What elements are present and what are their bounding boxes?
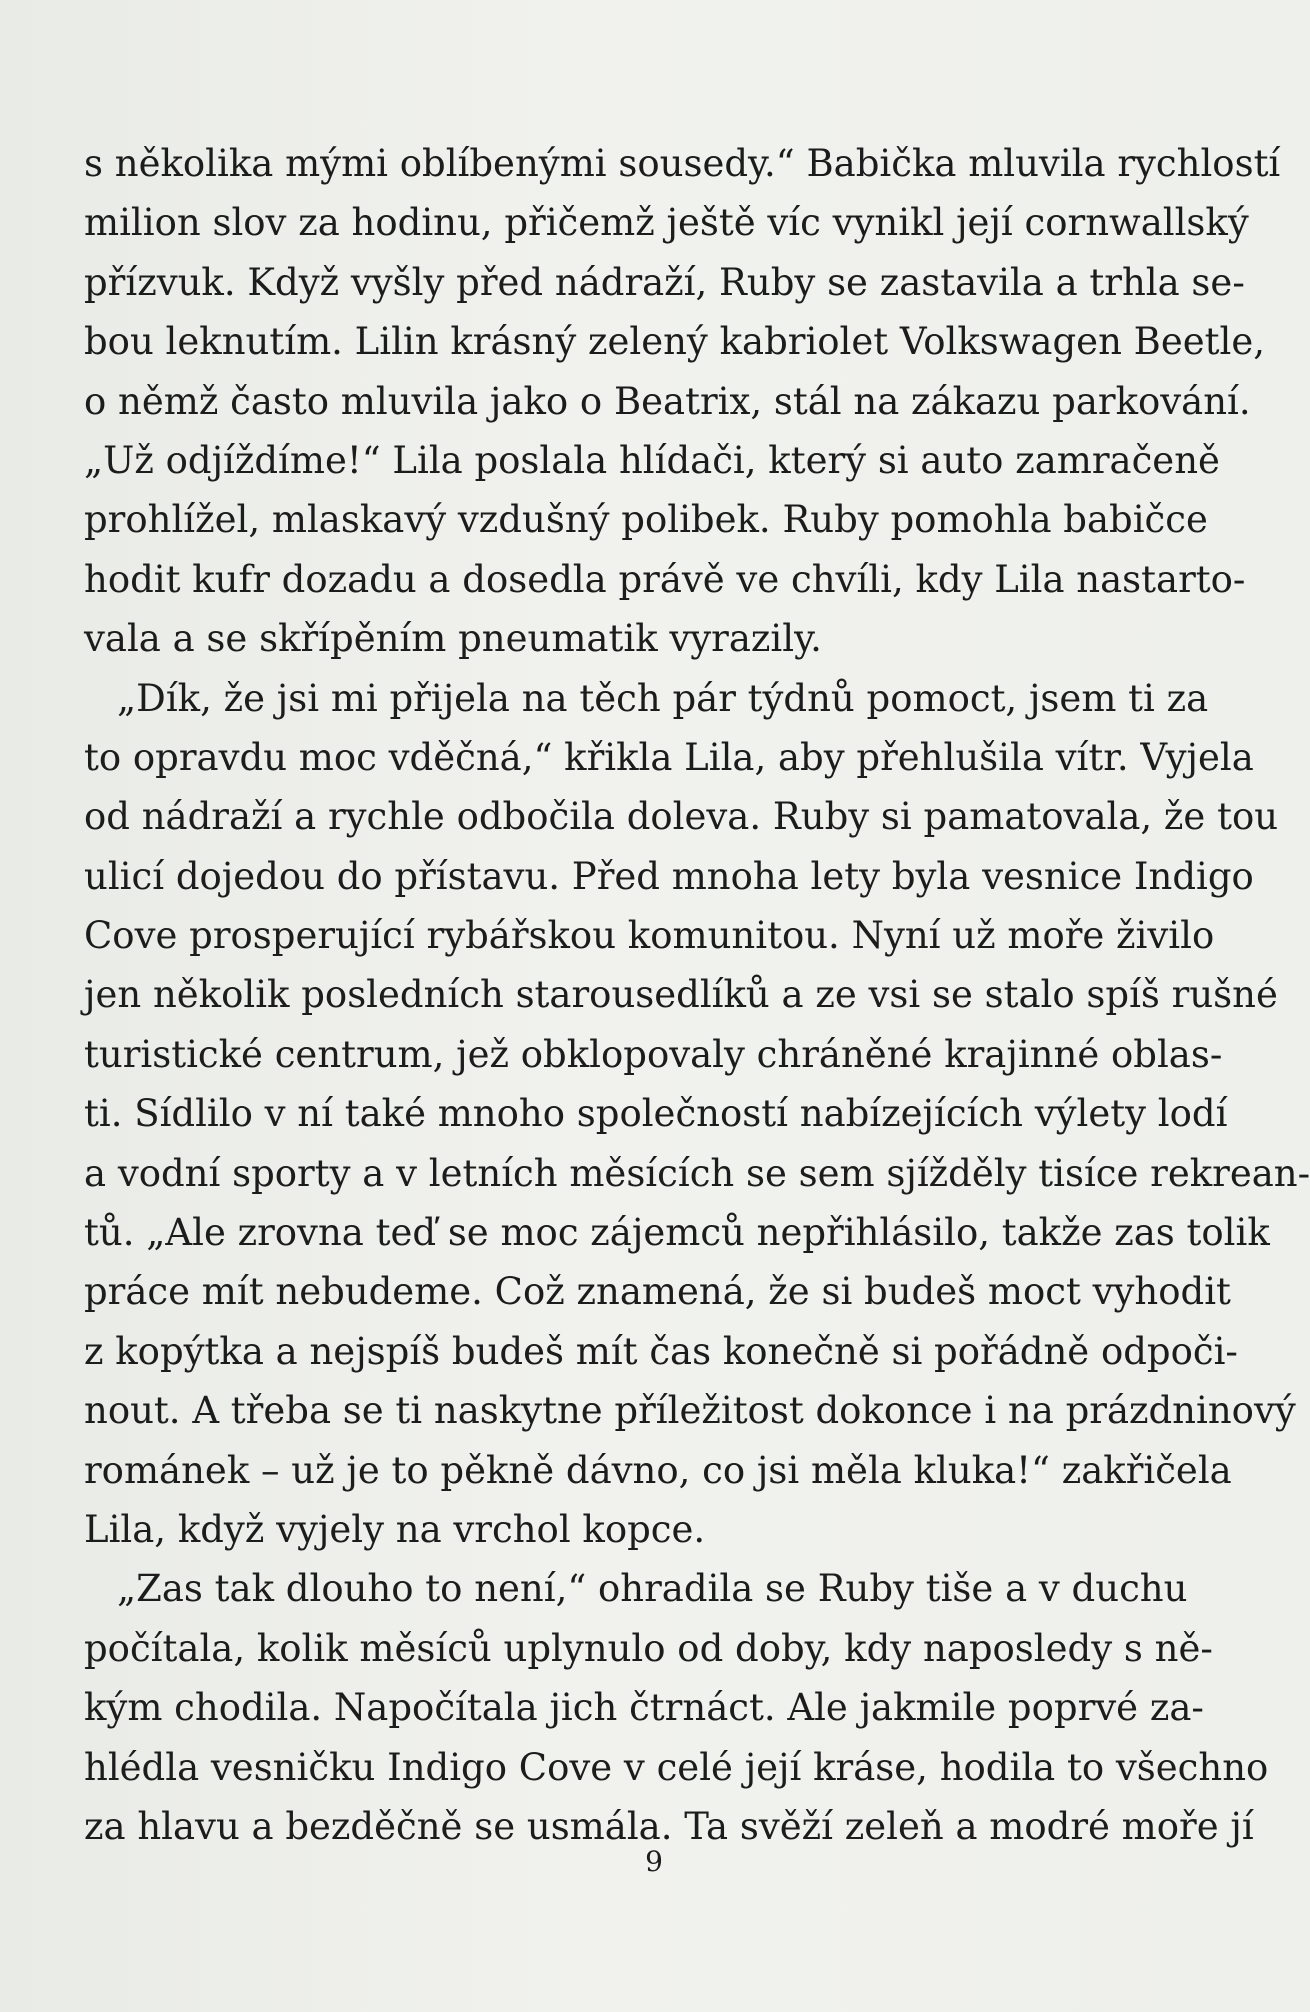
text-line: Lila, když vyjely na vrchol kopce. (84, 1507, 706, 1551)
text-line: jen několik posledních starousedlíků a ze vsi se stalo spíš rušné (84, 973, 1278, 1017)
text-line: přízvuk. Když vyšly před nádraží, Ruby se zastavila a trhla se- (84, 260, 1245, 304)
text-line: „Dík, že jsi mi přijela na těch pár týdnů pomoct, jsem ti za (117, 676, 1209, 720)
text-line: turistické centrum, jež obklopovaly chráněné krajinné oblas- (84, 1032, 1223, 1076)
text-line: za hlavu a bezděčně se usmála. Ta svěží zeleň a modré moře jí (84, 1804, 1254, 1848)
text-line: prohlížel, mlaskavý vzdušný polibek. Ruby pomohla babičce (84, 498, 1208, 542)
text-line: počítala, kolik měsíců uplynulo od doby, kdy naposledy s ně- (84, 1626, 1213, 1670)
text-line: milion slov za hodinu, přičemž ještě víc vynikl její cornwallský (84, 201, 1249, 245)
text-line: a vodní sporty a v letních měsících se sem sjížděly tisíce rekrean- (84, 1151, 1310, 1195)
text-line: Cove prosperující rybářskou komunitou. Nyní už moře živilo (84, 914, 1215, 958)
text-line: z kopýtka a nejspíš budeš mít čas konečně si pořádně odpoči- (84, 1329, 1238, 1373)
text-line: hlédla vesničku Indigo Cove v celé její kráse, hodila to všechno (84, 1745, 1269, 1789)
text-line: od nádraží a rychle odbočila doleva. Ruby si pamatovala, že tou (84, 795, 1279, 839)
text-line: ulicí dojedou do přístavu. Před mnoha lety byla vesnice Indigo (84, 854, 1254, 898)
text-line: nout. A třeba se ti naskytne příležitost dokonce i na prázdninový (84, 1389, 1296, 1433)
text-line: kým chodila. Napočítala jich čtrnáct. Ale jakmile poprvé za- (84, 1686, 1204, 1730)
text-line: s několika mými oblíbenými sousedy.“ Babička mluvila rychlostí (84, 142, 1281, 185)
text-line: práce mít nebudeme. Což znamená, že si budeš moct vyhodit (84, 1270, 1231, 1314)
text-line: hodit kufr dozadu a dosedla právě ve chvíli, kdy Lila nastarto- (84, 557, 1246, 601)
text-line: románek – už je to pěkně dávno, co jsi měla kluka!“ zakřičela (84, 1448, 1232, 1492)
text-line: o němž často mluvila jako o Beatrix, stál na zákazu parkování. (84, 379, 1251, 423)
text-line: to opravdu moc vděčná,“ křikla Lila, aby přehlušila vítr. Vyjela (84, 735, 1254, 779)
body-text (84, 134, 1310, 1856)
text-line: bou leknutím. Lilin krásný zelený kabriolet Volkswagen Beetle, (84, 320, 1266, 364)
page-number: 9 (645, 1845, 663, 1878)
text-line: „Zas tak dlouho to není,“ ohradila se Ruby tiše a v duchu (117, 1567, 1188, 1611)
text-line: „Už odjíždíme!“ Lila poslala hlídači, který si auto zamračeně (84, 438, 1220, 482)
text-line: vala a se skřípěním pneumatik vyrazily. (84, 617, 822, 661)
text-line: ti. Sídlilo v ní také mnoho společností nabízejících výlety lodí (84, 1092, 1228, 1136)
text-line: tů. „Ale zrovna teď se moc zájemců nepřihlásilo, takže zas tolik (84, 1211, 1270, 1255)
